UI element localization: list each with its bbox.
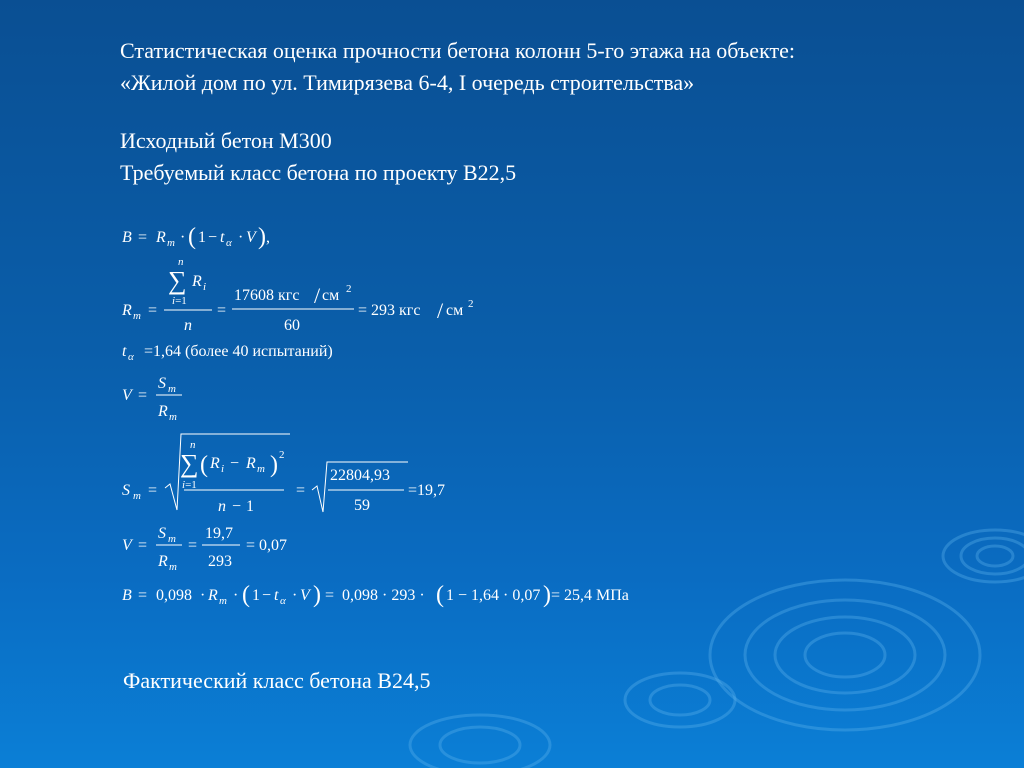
sm-numerator: 22804,93: [330, 467, 390, 484]
b-coefficient: 0,098: [156, 587, 192, 604]
formula-sm: [122, 434, 445, 515]
svg-text:n: n: [218, 498, 226, 515]
svg-text:·: ·: [292, 587, 298, 604]
formula-v-calc: [122, 525, 287, 573]
svg-text:(: (: [436, 582, 444, 608]
svg-text:=: =: [148, 482, 158, 499]
svg-text:t: t: [274, 587, 279, 604]
svg-text:=: =: [217, 302, 227, 319]
svg-text:(: (: [242, 582, 250, 608]
v-result: = 0,07: [246, 537, 288, 554]
svg-text:B: B: [122, 229, 132, 246]
heading-line-2: «Жилой дом по ул. Тимирязева 6-4, I очередь строительства»: [120, 70, 695, 95]
svg-text:i: i: [221, 463, 225, 475]
svg-text:m: m: [133, 490, 141, 502]
svg-text:(: (: [200, 452, 208, 478]
svg-text:V: V: [122, 387, 132, 404]
svg-text:=: =: [296, 482, 306, 499]
svg-text:−: −: [232, 498, 242, 515]
heading-line-1: Статистическая оценка прочности бетона колонн 5-го этажа на объекте:: [120, 38, 795, 63]
svg-text:·: ·: [180, 229, 186, 246]
svg-text:m: m: [167, 237, 175, 249]
svg-text:n: n: [178, 256, 184, 268]
svg-text:−: −: [262, 587, 272, 604]
svg-text:−: −: [208, 229, 218, 246]
svg-text:): ): [543, 582, 551, 608]
svg-text:1: 1: [246, 498, 254, 515]
svg-text:R: R: [192, 273, 202, 290]
svg-text:1: 1: [252, 587, 260, 604]
svg-text:V: V: [122, 537, 132, 554]
svg-text:m: m: [257, 463, 265, 475]
sm-denominator: 59: [354, 497, 370, 514]
svg-text:1: 1: [198, 229, 206, 246]
rm-result: = 293 кгс: [358, 302, 421, 319]
rm-numerator: 17608 кгс: [234, 287, 300, 304]
svg-text:n: n: [190, 439, 196, 451]
formula-v-general: [122, 375, 182, 423]
svg-text:R: R: [208, 587, 218, 604]
svg-text:S: S: [122, 482, 130, 499]
svg-text:R: R: [246, 455, 256, 472]
svg-text:m: m: [168, 533, 176, 545]
svg-text:α: α: [128, 351, 134, 363]
svg-text:m: m: [169, 561, 177, 573]
svg-text:R: R: [122, 302, 132, 319]
svg-text:=: =: [188, 537, 198, 554]
conclusion-text: Фактический класс бетона В24,5: [123, 668, 431, 693]
svg-text:2: 2: [279, 449, 285, 461]
svg-text:(: (: [188, 224, 196, 250]
formula-rm: [121, 256, 474, 334]
svg-text:n: n: [184, 317, 192, 334]
svg-text:i: i: [203, 281, 207, 293]
svg-text:2: 2: [346, 283, 352, 295]
formula-b-calc: [122, 582, 629, 608]
svg-text:=: =: [138, 587, 148, 604]
svg-text:t: t: [220, 229, 225, 246]
svg-text:·: ·: [233, 587, 239, 604]
svg-text:2: 2: [468, 298, 474, 310]
svg-text:=: =: [148, 302, 158, 319]
b-result: = 25,4 МПа: [551, 587, 629, 604]
b-calc-inner: 1 − 1,64 · 0,07: [446, 587, 541, 604]
svg-text:S: S: [158, 525, 166, 542]
t-alpha-value: =1,64 (более 40 испытаний): [144, 343, 333, 360]
svg-text:i=1: i=1: [172, 295, 187, 307]
svg-text:∑: ∑: [180, 449, 199, 478]
sm-result: =19,7: [408, 482, 446, 499]
v-numerator: 19,7: [205, 525, 233, 542]
svg-text:=: =: [138, 387, 148, 404]
formula-t-alpha: [122, 343, 333, 363]
b-calc-prefix: 0,098 · 293 ·: [342, 587, 425, 604]
svg-text:V: V: [246, 229, 256, 246]
svg-text:=: =: [138, 229, 148, 246]
svg-text:=: =: [138, 537, 148, 554]
svg-text:): ): [258, 224, 266, 250]
rm-unit: см: [322, 287, 340, 304]
source-concrete-text: Исходный бетон М300: [120, 128, 332, 153]
rm-denominator: 60: [284, 317, 300, 334]
svg-text:−: −: [230, 455, 240, 472]
svg-text:m: m: [168, 383, 176, 395]
svg-text:=: =: [325, 587, 335, 604]
svg-text:): ): [270, 452, 278, 478]
required-class-text: Требуемый класс бетона по проекту В22,5: [120, 160, 517, 185]
v-denominator: 293: [208, 553, 232, 570]
svg-text:t: t: [122, 343, 127, 360]
svg-text:α: α: [226, 237, 232, 249]
svg-text:∑: ∑: [168, 266, 187, 295]
svg-text:m: m: [133, 310, 141, 322]
svg-text:·: ·: [200, 587, 206, 604]
formula-b-general: [122, 224, 270, 250]
svg-text:/: /: [314, 283, 321, 308]
svg-text:R: R: [158, 553, 168, 570]
svg-text:R: R: [210, 455, 220, 472]
svg-text:R: R: [158, 403, 168, 420]
rm-result-unit: см: [446, 302, 464, 319]
svg-text:/: /: [437, 298, 444, 323]
svg-text:m: m: [219, 595, 227, 607]
svg-text:,: ,: [266, 229, 270, 246]
svg-text:R: R: [156, 229, 166, 246]
svg-text:B: B: [122, 587, 132, 604]
svg-text:i=1: i=1: [182, 479, 197, 491]
svg-text:m: m: [169, 411, 177, 423]
svg-text:S: S: [158, 375, 166, 392]
svg-text:V: V: [300, 587, 310, 604]
svg-text:): ): [313, 582, 321, 608]
svg-text:α: α: [280, 595, 286, 607]
svg-text:·: ·: [238, 229, 244, 246]
